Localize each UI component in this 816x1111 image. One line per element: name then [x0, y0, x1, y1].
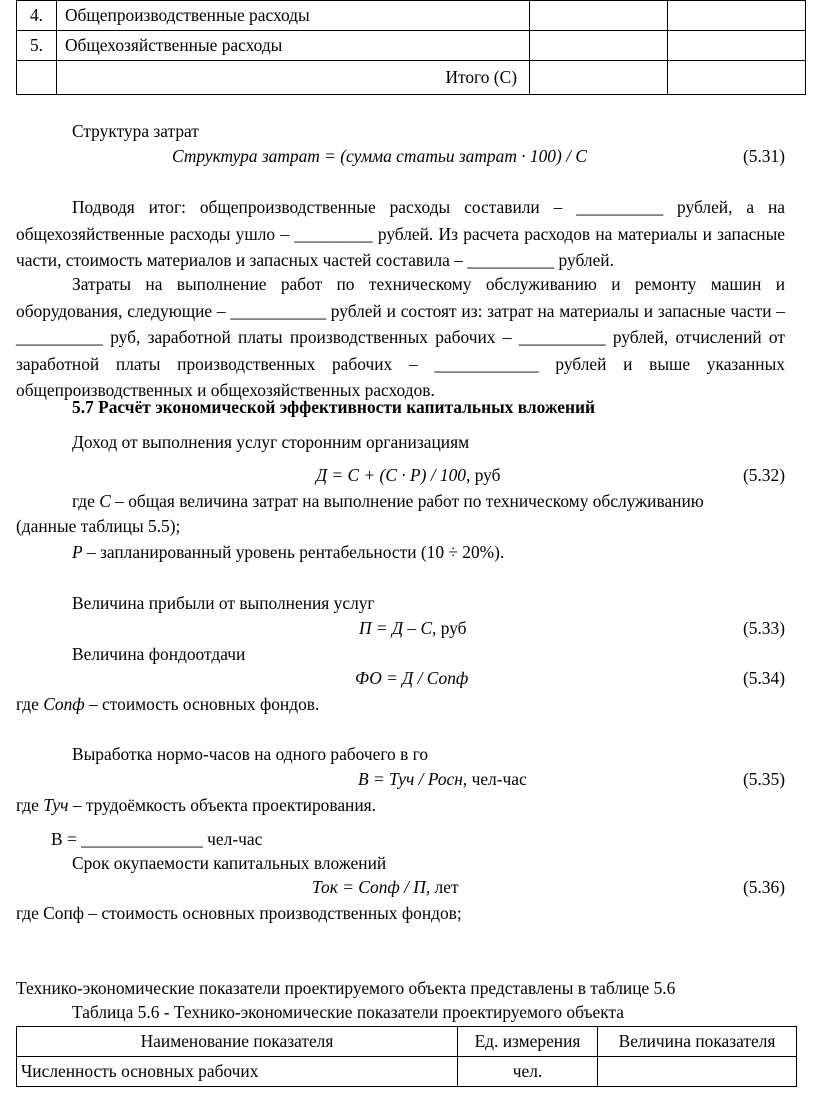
indicator-value [598, 1057, 797, 1087]
cost-structure-heading: Структура затрат [72, 121, 199, 141]
indicators-table [16, 1026, 797, 1087]
income-heading: Доход от выполнения услуг сторонним организациям [72, 432, 470, 452]
symbol-c: С [99, 491, 111, 511]
payback-heading: Срок окупаемости капитальных вложений [72, 853, 387, 873]
profit-heading: Величина прибыли от выполнения услуг [72, 593, 375, 613]
where-payback-line: где Сопф – стоимость основных производственных фондов; [16, 903, 462, 923]
formula-unit: , лет [425, 877, 459, 897]
where-p-text: – запланированный уровень рентабельности (10 ÷ 20%). [82, 542, 505, 562]
row-name: Общехозяйственные расходы [57, 31, 530, 61]
empty-cell [668, 31, 806, 61]
formula-5-31: Структура затрат = (сумма статьи затрат · 100) / С [172, 146, 587, 166]
table-row [17, 61, 806, 95]
where-prefix: где [16, 795, 44, 815]
table-caption: Таблица 5.6 - Технико-экономические показатели проектируемого объекта [72, 1002, 624, 1022]
formula-5-34: ФО = Д / Сопф [355, 668, 469, 688]
empty-cell [668, 1, 806, 31]
indicator-name: Численность основных рабочих [17, 1057, 458, 1087]
row-number: 5. [17, 31, 57, 61]
table-row [17, 1057, 797, 1087]
column-header: Ед. измерения [458, 1027, 598, 1057]
formula-unit: , чел-час [462, 769, 527, 789]
table-header-row [17, 1027, 797, 1057]
formula-unit: , руб [466, 465, 501, 485]
where-tuch-line [16, 795, 376, 816]
where-p-line [72, 542, 504, 563]
formula-text: Д = С + (С · Р) / 100 [316, 465, 466, 485]
row-name: Общепроизводственные расходы [57, 1, 530, 31]
where-prefix: где [16, 694, 44, 714]
summary-paragraph-2: Затраты на выполнение работ по техническому обслуживанию и ремонту машин и оборудования, следующие – ___________ рублей и состоят из: затрат на материалы и запасные части – __________ руб, заработной платы производственных рабочих – __________ рублей, отчислений от заработной платы производственных рабочих – ____________ рублей и выше указанных общепроизводственных и общехозяйственных расходов. [16, 274, 785, 401]
output-heading: Выработка нормо-часов на одного рабочего в го [72, 744, 429, 764]
table-row [17, 31, 806, 61]
empty-cell [530, 1, 668, 31]
empty-cell [530, 31, 668, 61]
where-c-line-2: (данные таблицы 5.5); [16, 516, 181, 536]
formula-5-36 [312, 877, 459, 898]
formula-text: В = Туч / Росн [358, 769, 463, 789]
symbol-p: Р [72, 542, 83, 562]
formula-number: (5.35) [742, 769, 785, 789]
formula-text: П = Д – С [359, 618, 433, 638]
formula-number: (5.31) [742, 146, 785, 166]
formula-text: Ток = Сопф / П [312, 877, 426, 897]
empty-cell [668, 61, 806, 95]
indicators-intro: Технико-экономические показатели проектируемого объекта представлены в таблице 5.6 [16, 978, 676, 998]
formula-5-32 [316, 465, 500, 486]
formula-number: (5.32) [742, 465, 785, 485]
where-c-line [72, 491, 704, 512]
column-header: Величина показателя [598, 1027, 797, 1057]
table-row [17, 1, 806, 31]
where-prefix: где [72, 491, 100, 511]
where-sopf-text: – стоимость основных фондов. [84, 694, 320, 714]
formula-number: (5.34) [742, 668, 785, 688]
productivity-heading: Величина фондоотдачи [72, 644, 246, 664]
column-header: Наименование показателя [17, 1027, 458, 1057]
total-label: Итого (С) [57, 61, 530, 95]
indicator-unit: чел. [458, 1057, 598, 1087]
symbol-sopf: Сопф [43, 694, 85, 714]
section-heading: 5.7 Расчёт экономической эффективности капитальных вложений [72, 397, 596, 417]
formula-number: (5.36) [742, 877, 785, 897]
where-c-text: – общая величина затрат на выполнение работ по техническому обслуживанию [110, 491, 704, 511]
formula-unit: , руб [432, 618, 467, 638]
formula-5-35 [358, 769, 527, 790]
formula-number: (5.33) [742, 618, 785, 638]
where-sopf-line [16, 694, 319, 715]
summary-paragraph-1: Подводя итог: общепроизводственные расходы составили – __________ рублей, а на общехозяйственные расходы ушло – _________ рублей. Из расчета расходов на материалы и запасные части, стоимость материалов и запасных частей составила – __________ рублей. [16, 197, 785, 271]
formula-5-33 [359, 618, 467, 639]
row-number: 4. [17, 1, 57, 31]
empty-cell [17, 61, 57, 95]
where-tuch-text: – трудоёмкость объекта проектирования. [68, 795, 377, 815]
output-blank-line: В = ______________ чел-час [51, 829, 263, 849]
empty-cell [530, 61, 668, 95]
symbol-tuch: Туч [43, 795, 69, 815]
costs-table [16, 0, 806, 95]
